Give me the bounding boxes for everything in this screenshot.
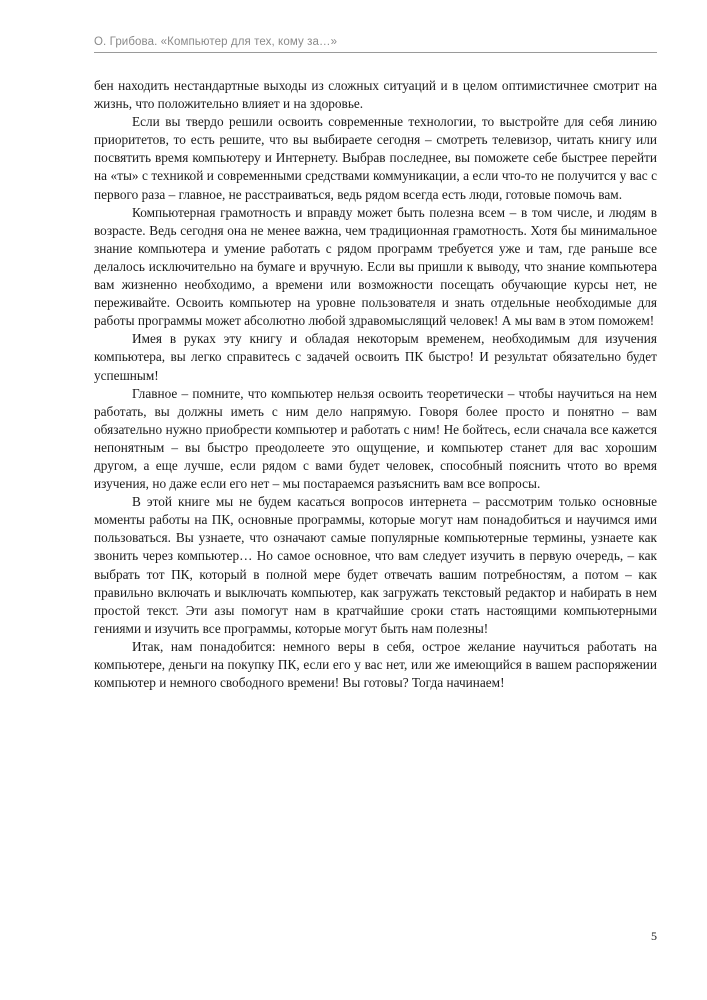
paragraph: Главное – помните, что компьютер нельзя освоить теоретически – чтобы научиться на нем работать, вы должны иметь с ним дело напрямую. Говоря более просто и понятно – вам обязательно нужно приобрести компьютер и работать с ним! Не бойтесь, если сначала все кажется непонятным – вы быстро преодолеете это ощущение, и компьютер станет для вас хорошим другом, а еще лучше, если рядом с вами будет человек, способный пояснить чтото во время изучения, но даже если его нет – мы постараемся разъяснить вам все вопросы. — [94, 385, 657, 492]
paragraph: бен находить нестандартные выходы из сложных ситуаций и в целом оптимистичнее смотрит на жизнь, что положительно влияет и на здоровье. — [94, 78, 657, 112]
running-header: О. Грибова. «Компьютер для тех, кому за…» — [94, 36, 338, 48]
body-text — [94, 77, 657, 692]
paragraph: Если вы твердо решили освоить современные технологии, то выстройте для себя линию приоритетов, то есть решите, что вы выбираете сегодня – смотреть телевизор, читать книгу или посвятить время компьютеру и Интернету. Выбрав последнее, вы поможете себе быстрее перейти на «ты» с техникой и современными средствами коммуникации, а если что-то не получится у вас с первого раза – главное, не расстраиваться, ведь рядом всегда есть люди, готовые помочь вам. — [94, 114, 657, 202]
paragraph: В этой книге мы не будем касаться вопросов интернета – рассмотрим только основные моменты работы на ПК, основные программы, которые могут нам понадобиться и научимся ими пользоваться. Вы узнаете, что означают самые популярные компьютерные термины, узнаете как звонить через компьютер… Но самое основное, что вам следует изучить в первую очередь, – как выбрать тот ПК, который в полной мере будет отвечать вашим потребностям, а потом – как правильно включать и выключать компьютер, как загружать текстовый редактор и набирать в нем простой текст. Эти азы помогут нам в кратчайшие сроки стать настоящими компьютерными гениями и изучить все программы, которые могут быть нам полезны! — [94, 494, 657, 636]
paragraph: Имея в руках эту книгу и обладая некоторым временем, необходимым для изучения компьютера, вы легко справитесь с задачей освоить ПК быстро! И результат обязательно будет успешным! — [94, 331, 657, 383]
paragraph: Итак, нам понадобится: немного веры в себя, острое желание научиться работать на компьютере, деньги на покупку ПК, если его у вас нет, или же имеющийся в вашем распоряжении компьютер и немного свободного времени! Вы готовы? Тогда начинаем! — [94, 638, 657, 691]
header-divider — [94, 52, 657, 53]
paragraph: Компьютерная грамотность и вправду может быть полезна всем – в том числе, и людям в возрасте. Ведь сегодня она не менее важна, чем традиционная грамотность. Хотя бы минимальное знание компьютера и умение работать с рядом программ требуется уже и там, где раньше все делалось исключительно на бумаге и вручную. Если вы пришли к выводу, что знание компьютера вам жизненно необходимо, а времени или возможности посещать обучающие курсы нет, не переживайте. Освоить компьютер на уровне пользователя и знать отдельные необходимые для работы программы может абсолютно любой здравомыслящий человек! А мы вам в этом поможем! — [94, 204, 657, 329]
page-number: 5 — [651, 929, 657, 943]
